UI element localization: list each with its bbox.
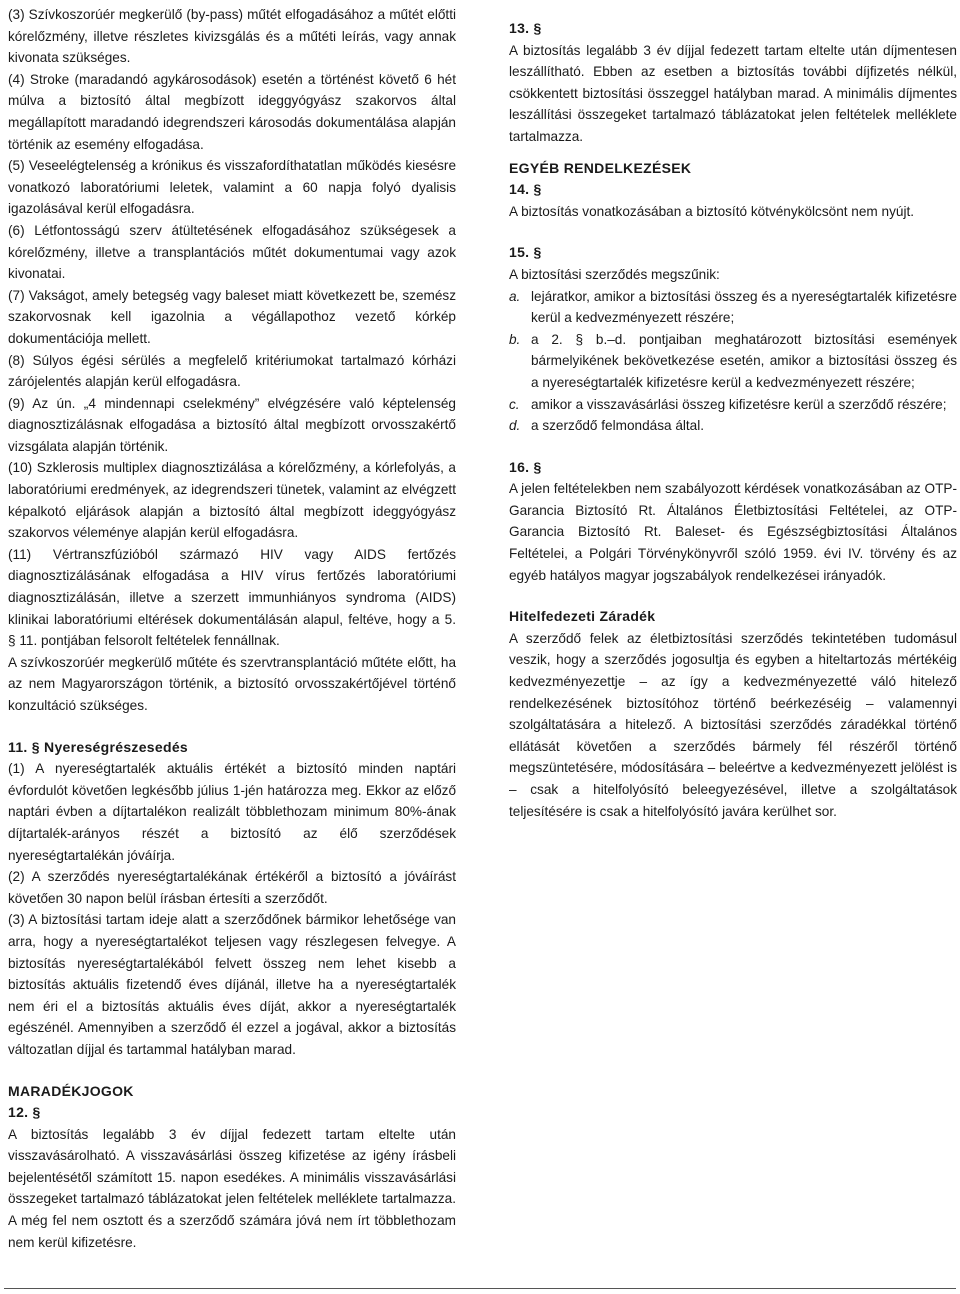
section-14-title: 14. § [509, 181, 542, 198]
list-item [509, 329, 957, 394]
list-marker: b. [509, 331, 521, 347]
paragraph: A szerződő felek az életbiztosítási szerződés tekintetében tudomásul veszik, hogy a szerződés jogosultja és egyben a hiteltartozás mértékéig kedvezményezettje – az így a kedvezményezetté váló hitelező rendelkezésének biztosítóhoz történő beérkezéséig – valamennyi szolgáltatására a hitelező. A biztosítási szerződés záradékkal történő ellátását követően a szerződés bármely fél részéről történő megszüntetésére, módosítására – beleértve a kedvezményezett jelölést is – csak a hitelfolyósító beleegyezésével, illetve a szolgáltatások teljesítésére is csak a hitelfolyósító javára kerülhet sor. [509, 630, 957, 819]
heading-maradekjogok: MARADÉKJOGOK [8, 1082, 134, 1099]
paragraph: (11) Vértranszfúzióból származó HIV vagy AIDS fertőzés diagnosztizálásának elfogadása a HIV vírus fertőzés laboratóriumi diagnosztizálásán, illetve a szerzett immunhiányos syndroma (AIDS) klinikai laboratóriumi eltérések dokumentálásán alapul, feltéve, hogy a 5. § 11. pontjában felsorolt feltételek fennállnak. [8, 546, 456, 649]
paragraph: (3) Szívkoszorúér megkerülő (by-pass) műtét elfogadásához a műtét előtti kórelőzmény, illetve részletes kivizsgálás és a műtéti leírás, vagy annak kivonata szükséges. [8, 7, 456, 66]
heading-hitelfedezeti-zaradek: Hitelfedezeti Záradék [509, 608, 656, 625]
list-text: amikor a visszavásárlási összeg kifizetésre kerül a szerződő részére; [531, 396, 947, 412]
paragraph: A biztosítási szerződés megszűnik: [509, 266, 720, 282]
paragraph: (4) Stroke (maradandó agykárosodások) esetén a történést követő 6 hét múlva a biztosító által megbízott ideggyógyász szakorvos által megállapított maradandó idegrendszeri károsodás dokumentálása alapján történik az esemény elfogadása. [8, 71, 456, 152]
paragraph: (6) Létfontosságú szerv átültetésének elfogadásához szükségesek a kórelőzmény, illetve a transplantációs műtét dokumentumai vagy azok kivonatai. [8, 222, 456, 282]
list-item [509, 415, 957, 437]
list-text: a 2. § b.–d. pontjaiban meghatározott biztosítási események bármelyikének bekövetkezése esetén, amikor a biztosítási összeg és a nyereségtartalék kifizetésre kerül a kedvezményezett részére; [531, 331, 957, 390]
paragraph: (5) Veseelégtelenség a krónikus és visszafordíthatatlan működés kiesésre vonatkozó laboratóriumi leletek, valamint a 60 napja folyó dyalisis igazolásával kerül elfogadásra. [8, 158, 456, 217]
list-item [509, 286, 957, 329]
list-marker: d. [509, 418, 521, 434]
paragraph: (10) Szklerosis multiplex diagnosztizálása a kórelőzmény, a kórlefolyás, a laboratóriumi eredmények, az idegrendszeri tünetek, valamint az elvégzett képalkotó eljárások alapján a biztosító által megbízott ideggyógyász szakorvos véleménye alapján kerül elfogadásra. [8, 460, 456, 541]
section-16-title: 16. § [509, 458, 542, 475]
section-13-title: 13. § [509, 20, 542, 36]
paragraph: A szívkoszorúér megkerülő műtéte és szervtransplantáció műtéte előtt, ha az nem Magyarországon történik, a biztosító orvosszakértőjével történő konzultáció szükséges. [8, 654, 456, 713]
section-12-title: 12. § [8, 1104, 41, 1121]
paragraph: A biztosítás legalább 3 év díjjal fedezett tartam eltelte után díjmentesen leszállítható. Ebben az esetben a biztosítás további díjfizetés nélkül, csökkentett biztosítási összeggel hatályban marad. A minimális díjmentes leszállítási összegeket tartalmazó táblázatokat jelen feltételek melléklete tartalmazza. [509, 42, 957, 144]
bottom-divider [4, 1288, 956, 1289]
paragraph: A jelen feltételekben nem szabályozott kérdések vonatkozásában az OTP-Garancia Biztosító Rt. Általános Életbiztosítási Feltételei, az OTP-Garancia Biztosító Rt. Baleset- és Egészségbiztosítási Általános Feltételei, a Polgári Törvénykönyvről szóló 1959. évi IV. törvény és az egyéb hatályos magyar jogszabályok rendelkezései irányadók. [509, 481, 957, 583]
list-marker: a. [509, 288, 521, 304]
right-column [509, 18, 957, 822]
list-text: lejáratkor, amikor a biztosítási összeg és a nyereségtartalék kifizetésre kerül a kedvezményezett részére; [531, 288, 957, 326]
left-column [8, 4, 456, 1253]
section-15-title: 15. § [509, 244, 542, 261]
paragraph: (8) Súlyos égési sérülés a megfelelő kritériumokat tartalmazó kórházi zárójelentés alapján kerül elfogadásra. [8, 352, 456, 390]
list-item [509, 394, 957, 416]
paragraph: (7) Vakságot, amely betegség vagy baleset miatt következett be, szemész szakorvosnak kell igazolnia a végállapothoz vezető kórkép dokumentációja mellett. [8, 287, 456, 346]
list-text: a szerződő felmondása által. [531, 418, 705, 434]
paragraph: A biztosítás vonatkozásában a biztosító kötvénykölcsönt nem nyújt. [509, 203, 915, 219]
paragraph: (1) A nyereségtartalék aktuális értékét a biztosító minden naptári évfordulót követően legkésőbb július 1-jén határozza meg. Ekkor az előző naptári évben a díjtartalékon realizált többlethozam minimum 80%-ának díjtartalék-arányos részét a biztosító az élő szerződések nyereségtartalékán jóváírja. [8, 761, 456, 863]
paragraph: (2) A szerződés nyereségtartalékának értékéről a biztosító a jóváírást követően 30 napon belül írásban értesíti a szerződőt. [8, 869, 456, 906]
paragraph: A biztosítás legalább 3 év díjjal fedezett tartam eltelte után visszavásárolható. A visszavásárlási összeg kifizetése az igény írásbeli bejelentésétől számított 15. napon esedékes. A minimális visszavásárlási összegeket tartalmazó táblázatokat jelen feltételek melléklete tartalmazza. A még fel nem osztott és a szerződő számára jóvá nem írt többlethozam nem kerül kifizetésre. [8, 1126, 456, 1250]
paragraph: (9) Az ún. „4 mindennapi cselekmény” elvégzésére való képtelenség diagnosztizálásnak elfogadása a biztosító által megbízott orvosszakértő vizsgálata alapján történik. [8, 395, 456, 454]
list-marker: c. [509, 396, 520, 412]
heading-egyeb-rendelkezesek: EGYÉB RENDELKEZÉSEK [509, 159, 692, 176]
paragraph: (3) A biztosítási tartam ideje alatt a szerződőnek bármikor lehetősége van arra, hogy a nyereségtartalékot teljesen vagy részlegesen felvegye. A biztosítás nyereségtartalékából felvett összeg nem lehet kisebb a biztosítás aktuális fizetendő éves díjánál, illetve ha a nyereségtartalék nem éri el a biztosítás aktuális éves díját, akkor a nyereségtartalék egészénél. Amennyiben a szerződő él ezzel a jogával, akkor a biztosítás változatlan díjjal és tartammal hatályban marad. [8, 912, 456, 1057]
section-11-title: 11. § Nyereségrészesedés [8, 738, 188, 755]
